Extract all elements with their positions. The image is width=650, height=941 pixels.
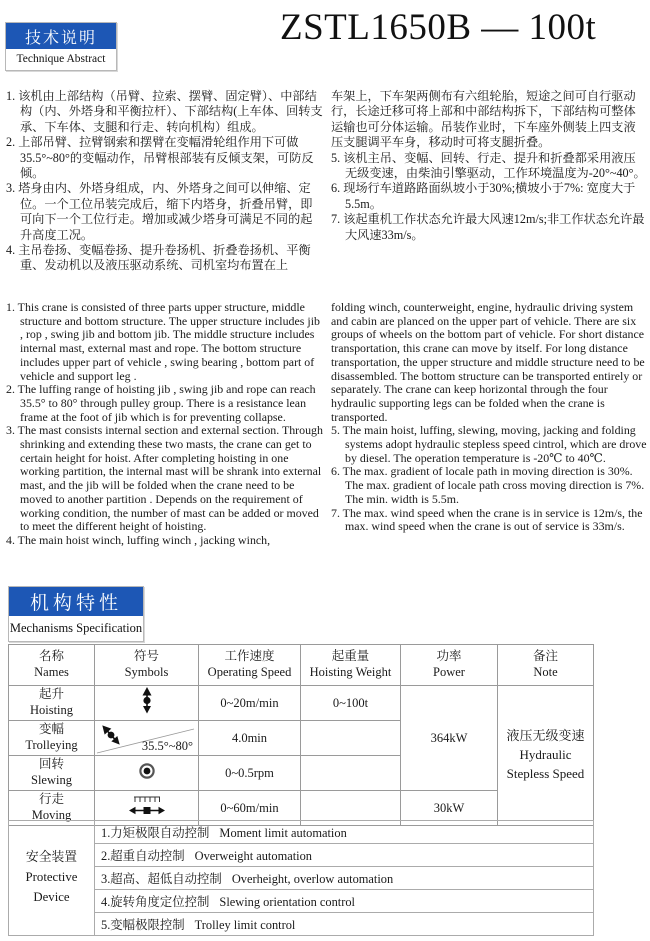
cn-paragraph-3: 3. 塔身由内、外塔身组成，内、外塔身之间可以伸缩、定位。一个工位吊装完成后，缩下内塔身，折叠吊臂，即可向下一个工位行走。增加或减少塔身可满足不同的起升高度工况。 bbox=[6, 181, 313, 242]
protective-item-5: 5.变幅极限控制 Trolley limit control bbox=[95, 913, 594, 936]
technique-en-right-column bbox=[331, 301, 647, 534]
power-main-cell: 364kW bbox=[401, 686, 498, 791]
mechanisms-specification-header bbox=[8, 586, 144, 642]
note-cell bbox=[498, 686, 594, 826]
cn-paragraph-1: 1. 该机由上部结构（吊臂、拉索、摆臂、固定臂）、中部结构（内、外塔身和平衡拉杆）、下部结构(上车体、回转支承、下车体、支腿和行走、转向机构）组成。 bbox=[6, 89, 323, 134]
en-paragraph-6: 6. The max. gradient of locale path in moving direction is 30%. The max. gradient of locale path cross moving direction is 7%. The min. width is 5.5m. bbox=[331, 464, 645, 506]
hoisting-name: 起升 Hoisting bbox=[9, 686, 95, 721]
cn-paragraph-4-continued: 车架上，下车架两侧布有六组轮胎，短途之间可自行驱动行，长途迁移可将上部和中部结构拆下，下部结构可整体运输也可分体运输。吊装作业时，下车座外侧装上四支液压支腿调平车身，移动时可将支腿折叠。 bbox=[331, 89, 636, 150]
protective-item-2: 2.超重自动控制 Overweight automation bbox=[95, 844, 594, 867]
mechanisms-spec-table bbox=[8, 644, 594, 826]
technique-en-left-column bbox=[6, 301, 324, 548]
hoisting-speed: 0~20m/min bbox=[199, 686, 301, 721]
spec-row-hoisting bbox=[9, 686, 594, 721]
technique-abstract-header bbox=[5, 22, 117, 71]
moving-speed: 0~60m/min bbox=[199, 791, 301, 826]
slew-rotation-icon bbox=[138, 762, 156, 780]
protective-item-4: 4.旋转角度定位控制 Slewing orientation control bbox=[95, 890, 594, 913]
luffing-range-label: 35.5°~80° bbox=[141, 738, 193, 753]
trolleying-weight bbox=[301, 721, 401, 756]
mechanisms-cn-label: 机构特性 bbox=[9, 587, 143, 616]
protective-title-cn: 安全装置 bbox=[25, 850, 78, 865]
note-en-line1: Hydraulic bbox=[519, 747, 572, 763]
protective-row-1 bbox=[9, 821, 594, 844]
header-hoisting-weight: 起重量 Hoisting Weight bbox=[301, 645, 401, 686]
page-title: ZSTL1650B — 100t bbox=[280, 7, 597, 48]
protective-item-3: 3.超高、超低自动控制 Overheight, overlow automation bbox=[95, 867, 594, 890]
protective-title-en-line1: Protective bbox=[25, 870, 78, 885]
header-note: 备注 Note bbox=[498, 645, 594, 686]
note-cn: 液压无级变速 bbox=[506, 728, 585, 744]
technique-cn-left-column bbox=[6, 89, 324, 274]
hoisting-symbol-cell bbox=[95, 686, 199, 721]
trolleying-speed: 4.0min bbox=[199, 721, 301, 756]
moving-name: 行走 Moving bbox=[9, 791, 95, 826]
cn-paragraph-6: 6. 现场行车道路路面纵坡小于30%;横坡小于7%: 宽度大于5.5m。 bbox=[331, 181, 636, 211]
cn-paragraph-2: 2. 上部吊臂、拉臂钢索和摆臂在变幅滑轮组作用下可做35.5°~80°的变幅动作，吊臂根部装有反倾支架，可防反倾。 bbox=[6, 135, 314, 181]
header-names: 名称 Names bbox=[9, 645, 95, 686]
trolleying-symbol-cell bbox=[95, 721, 199, 756]
cn-paragraph-4: 4. 主吊卷扬、变幅卷扬、提升卷扬机、折叠卷扬机、平衡重、发动机以及液压驱动系统、司机室均布置在上 bbox=[6, 243, 311, 273]
protective-title-en-line2: Device bbox=[33, 889, 70, 904]
en-paragraph-4: 4. The main hoist winch, luffing winch , jacking winch, bbox=[6, 532, 271, 547]
cn-paragraph-7: 7. 该起重机工作状态允许最大风速12m/s;非工作状态允许最大风速33m/s。 bbox=[331, 212, 645, 242]
technique-cn-right-column bbox=[331, 89, 647, 243]
en-paragraph-7: 7. The max. wind speed when the crane is in service is 12m/s, the max. wind speed when the crane is out of service is 33m/s. bbox=[331, 505, 643, 534]
en-paragraph-5: 5. The main hoist, luffing, slewing, moving, jacking and folding systems adopt hydraulic stepless speed cintrol, which are drove by diesel. The operation temperature is -20℃ to 40℃. bbox=[331, 423, 647, 465]
note-en-line2: Stepless Speed bbox=[506, 765, 585, 781]
slewing-weight bbox=[301, 756, 401, 791]
protective-device-table bbox=[8, 820, 594, 936]
hoist-vertical-arrow-icon bbox=[140, 687, 154, 714]
slewing-name: 回转 Slewing bbox=[9, 756, 95, 791]
en-paragraph-3: 3. The mast consists internal section and external section. Through shrinking and extending these two masts, the crane can get to certain height for hoist. After completing hoisting in one working partition, the internal mast will be shrank into external mast, and the jib will be folded when the crane need to be moved to another partition . Depends on the requirement of working condition, the number of mast can be added or moved to meet the different height of hoisting. bbox=[6, 423, 323, 534]
hoisting-weight: 0~100t bbox=[301, 686, 401, 721]
mechanisms-en-label: Mechanisms Specification bbox=[9, 620, 143, 635]
slewing-speed: 0~0.5rpm bbox=[199, 756, 301, 791]
slewing-symbol-cell bbox=[95, 756, 199, 791]
spec-header-row bbox=[9, 645, 594, 686]
trolleying-name: 变幅 Trolleying bbox=[9, 721, 95, 756]
technique-abstract-cn-label: 技术说明 bbox=[6, 23, 116, 49]
protective-device-title bbox=[9, 821, 95, 936]
cn-paragraph-5: 5. 该机主吊、变幅、回转、行走、提升和折叠都采用液压无级变速，由柴油引擎驱动，工作环境温度为-20°~40°。 bbox=[331, 150, 646, 181]
en-paragraph-4-continued: folding winch, counterweight, engine, hydraulic driving system and cabin are planced on the upper part of vehicle. There are six groups of wheels on the bottom part of vehicle. For short distance transportation, this crane can move by itself. For long distance transportation, the upper structure and middle structure need to be disassembled. The bottom structure can be transported entirely or separately. The crane can keep horizontal through the four hydraulic supporting legs can be folded when the crane is transported. bbox=[331, 300, 645, 424]
header-operating-speed: 工作速度 Operating Speed bbox=[199, 645, 301, 686]
header-power: 功率 Power bbox=[401, 645, 498, 686]
protective-row-2 bbox=[9, 844, 594, 867]
technique-abstract-en-label: Technique Abstract bbox=[16, 53, 106, 65]
protective-row-3 bbox=[9, 867, 594, 890]
en-paragraph-2: 2. The luffing range of hoisting jib , swing jib and rope can reach 35.5° to 80° through pulley group. There is a resistance lean frame at the foot of jib which is for preventing collapse. bbox=[6, 382, 316, 424]
protective-row-5 bbox=[9, 913, 594, 936]
protective-item-1: 1.力矩极限自动控制 Moment limit automation bbox=[95, 821, 594, 844]
power-moving-cell: 30kW bbox=[401, 791, 498, 826]
header-symbols: 符号 Symbols bbox=[95, 645, 199, 686]
en-paragraph-1: 1. This crane is consisted of three parts upper structure, middle structure and bottom structure. The upper structure includes jib , rop , swing jib and bottom jib. The middle structure includes internal mast, external mast and rope. The bottom structure includes upper part of vehicle , swing bearing , bottom part of vehicle and support leg . bbox=[6, 300, 320, 383]
protective-row-4 bbox=[9, 890, 594, 913]
move-track-arrow-icon bbox=[127, 794, 167, 817]
